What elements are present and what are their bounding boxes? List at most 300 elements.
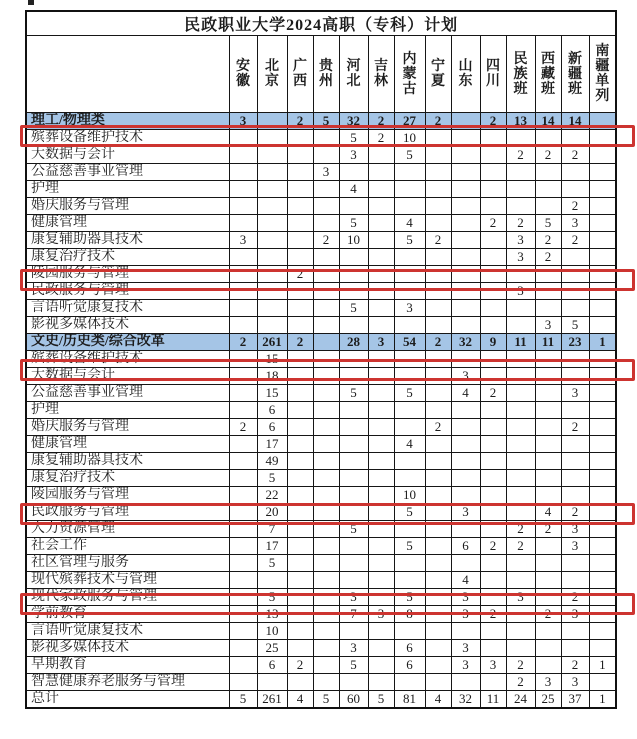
column-header-14 bbox=[589, 36, 616, 113]
value-cell: 2 bbox=[480, 215, 506, 232]
value-cell bbox=[313, 249, 339, 266]
value-cell bbox=[561, 283, 589, 300]
value-cell: 2 bbox=[480, 538, 506, 555]
value-cell bbox=[368, 249, 394, 266]
value-cell bbox=[506, 351, 535, 368]
value-cell bbox=[368, 351, 394, 368]
value-cell bbox=[394, 198, 425, 215]
value-cell: 5 bbox=[313, 113, 339, 130]
value-cell bbox=[313, 181, 339, 198]
value-cell bbox=[480, 674, 506, 691]
major-name-cell: 总计 bbox=[26, 691, 229, 709]
value-cell bbox=[451, 555, 480, 572]
value-cell bbox=[451, 283, 480, 300]
value-cell bbox=[535, 589, 561, 606]
value-cell bbox=[589, 283, 616, 300]
value-cell bbox=[287, 147, 313, 164]
value-cell: 2 bbox=[425, 419, 451, 436]
value-cell bbox=[425, 572, 451, 589]
value-cell bbox=[229, 181, 257, 198]
major-name-cell: 殡葬设备维护技术 bbox=[26, 130, 229, 147]
value-cell: 2 bbox=[561, 198, 589, 215]
value-cell bbox=[287, 640, 313, 657]
section-header-row bbox=[26, 334, 616, 351]
column-header-12 bbox=[535, 36, 561, 113]
value-cell bbox=[257, 232, 287, 249]
value-cell bbox=[287, 249, 313, 266]
value-cell: 3 bbox=[535, 317, 561, 334]
column-header-10 bbox=[480, 36, 506, 113]
value-cell bbox=[287, 351, 313, 368]
value-cell: 6 bbox=[257, 419, 287, 436]
value-cell bbox=[425, 555, 451, 572]
value-cell bbox=[339, 368, 368, 385]
value-cell: 4 bbox=[394, 436, 425, 453]
value-cell bbox=[506, 181, 535, 198]
value-cell: 3 bbox=[339, 640, 368, 657]
column-header-label: 西 藏 班 bbox=[541, 51, 555, 97]
value-cell: 2 bbox=[287, 657, 313, 674]
major-row bbox=[26, 300, 616, 317]
value-cell: 15 bbox=[257, 351, 287, 368]
value-cell bbox=[535, 538, 561, 555]
value-cell bbox=[394, 351, 425, 368]
value-cell bbox=[480, 555, 506, 572]
column-header-label: 民 族 班 bbox=[513, 51, 528, 97]
value-cell: 8 bbox=[394, 606, 425, 623]
value-cell bbox=[535, 470, 561, 487]
major-name-cell: 陵园服务与管理 bbox=[26, 266, 229, 283]
value-cell bbox=[535, 130, 561, 147]
major-name-cell: 言语听觉康复技术 bbox=[26, 623, 229, 640]
value-cell bbox=[368, 215, 394, 232]
value-cell bbox=[287, 283, 313, 300]
value-cell bbox=[451, 351, 480, 368]
value-cell bbox=[589, 130, 616, 147]
value-cell bbox=[589, 521, 616, 538]
value-cell bbox=[480, 198, 506, 215]
value-cell bbox=[480, 130, 506, 147]
value-cell bbox=[313, 538, 339, 555]
value-cell bbox=[561, 453, 589, 470]
major-row bbox=[26, 368, 616, 385]
value-cell bbox=[257, 674, 287, 691]
value-cell bbox=[480, 640, 506, 657]
value-cell: 3 bbox=[561, 521, 589, 538]
value-cell bbox=[257, 130, 287, 147]
value-cell bbox=[480, 470, 506, 487]
value-cell bbox=[368, 640, 394, 657]
value-cell bbox=[257, 283, 287, 300]
value-cell bbox=[339, 402, 368, 419]
major-name-cell: 护理 bbox=[26, 402, 229, 419]
value-cell bbox=[506, 623, 535, 640]
value-cell bbox=[229, 215, 257, 232]
value-cell bbox=[313, 470, 339, 487]
value-cell bbox=[589, 317, 616, 334]
value-cell bbox=[480, 147, 506, 164]
value-cell bbox=[257, 249, 287, 266]
value-cell bbox=[589, 453, 616, 470]
value-cell bbox=[451, 198, 480, 215]
value-cell bbox=[313, 402, 339, 419]
value-cell: 10 bbox=[339, 232, 368, 249]
value-cell bbox=[313, 674, 339, 691]
value-cell bbox=[287, 232, 313, 249]
value-cell bbox=[313, 487, 339, 504]
major-row bbox=[26, 181, 616, 198]
value-cell bbox=[506, 436, 535, 453]
value-cell: 2 bbox=[287, 113, 313, 130]
value-cell bbox=[313, 317, 339, 334]
value-cell: 23 bbox=[561, 334, 589, 351]
value-cell bbox=[313, 453, 339, 470]
value-cell: 5 bbox=[313, 691, 339, 709]
value-cell bbox=[480, 232, 506, 249]
value-cell bbox=[451, 181, 480, 198]
value-cell bbox=[287, 181, 313, 198]
value-cell bbox=[425, 249, 451, 266]
value-cell bbox=[368, 181, 394, 198]
major-name-cell: 人力资源管理 bbox=[26, 521, 229, 538]
major-name-cell: 社区管理与服务 bbox=[26, 555, 229, 572]
value-cell bbox=[589, 572, 616, 589]
value-cell bbox=[287, 130, 313, 147]
value-cell bbox=[451, 623, 480, 640]
value-cell bbox=[368, 589, 394, 606]
value-cell bbox=[368, 266, 394, 283]
value-cell bbox=[257, 164, 287, 181]
value-cell: 3 bbox=[535, 674, 561, 691]
value-cell bbox=[425, 198, 451, 215]
value-cell bbox=[506, 368, 535, 385]
value-cell bbox=[287, 470, 313, 487]
value-cell bbox=[313, 419, 339, 436]
value-cell: 5 bbox=[257, 589, 287, 606]
value-cell bbox=[229, 453, 257, 470]
value-cell: 6 bbox=[257, 657, 287, 674]
value-cell bbox=[506, 453, 535, 470]
column-header-label: 贵 州 bbox=[319, 59, 333, 89]
value-cell bbox=[589, 232, 616, 249]
crop-artifact-mark bbox=[28, 0, 34, 5]
major-row bbox=[26, 470, 616, 487]
value-cell bbox=[451, 402, 480, 419]
value-cell bbox=[506, 470, 535, 487]
value-cell bbox=[394, 674, 425, 691]
value-cell: 2 bbox=[506, 657, 535, 674]
column-header-13 bbox=[561, 36, 589, 113]
value-cell bbox=[425, 623, 451, 640]
value-cell bbox=[480, 521, 506, 538]
value-cell bbox=[229, 589, 257, 606]
value-cell: 4 bbox=[394, 215, 425, 232]
value-cell bbox=[368, 657, 394, 674]
value-cell bbox=[339, 266, 368, 283]
value-cell bbox=[480, 164, 506, 181]
value-cell bbox=[287, 606, 313, 623]
value-cell: 5 bbox=[257, 470, 287, 487]
value-cell bbox=[229, 572, 257, 589]
value-cell bbox=[506, 572, 535, 589]
value-cell bbox=[394, 317, 425, 334]
value-cell: 2 bbox=[535, 521, 561, 538]
major-name-cell: 殡葬设备维护技术 bbox=[26, 351, 229, 368]
value-cell: 2 bbox=[229, 334, 257, 351]
value-cell bbox=[561, 164, 589, 181]
value-cell bbox=[368, 521, 394, 538]
value-cell bbox=[229, 198, 257, 215]
value-cell bbox=[589, 487, 616, 504]
value-cell bbox=[480, 487, 506, 504]
value-cell: 3 bbox=[561, 215, 589, 232]
value-cell: 3 bbox=[506, 249, 535, 266]
value-cell: 14 bbox=[561, 113, 589, 130]
value-cell bbox=[313, 555, 339, 572]
major-row bbox=[26, 436, 616, 453]
value-cell bbox=[368, 436, 394, 453]
value-cell: 3 bbox=[229, 232, 257, 249]
value-cell bbox=[506, 402, 535, 419]
value-cell: 3 bbox=[394, 300, 425, 317]
major-name-cell: 理工/物理类 bbox=[26, 113, 229, 130]
value-cell bbox=[589, 164, 616, 181]
column-header-4 bbox=[313, 36, 339, 113]
value-cell: 25 bbox=[535, 691, 561, 709]
major-name-cell: 社会工作 bbox=[26, 538, 229, 555]
major-row bbox=[26, 198, 616, 215]
value-cell: 2 bbox=[480, 113, 506, 130]
value-cell bbox=[506, 198, 535, 215]
value-cell bbox=[339, 470, 368, 487]
major-row bbox=[26, 249, 616, 266]
section-header-row bbox=[26, 113, 616, 130]
value-cell: 5 bbox=[339, 130, 368, 147]
value-cell: 24 bbox=[506, 691, 535, 709]
value-cell bbox=[394, 470, 425, 487]
value-cell bbox=[229, 283, 257, 300]
value-cell bbox=[425, 181, 451, 198]
value-cell bbox=[425, 538, 451, 555]
value-cell bbox=[313, 623, 339, 640]
value-cell bbox=[257, 300, 287, 317]
column-header-label: 内 蒙 古 bbox=[402, 51, 417, 97]
major-name-cell: 婚庆服务与管理 bbox=[26, 198, 229, 215]
value-cell bbox=[257, 147, 287, 164]
value-cell bbox=[535, 487, 561, 504]
value-cell bbox=[394, 453, 425, 470]
value-cell bbox=[339, 419, 368, 436]
value-cell bbox=[368, 164, 394, 181]
value-cell: 261 bbox=[257, 334, 287, 351]
value-cell bbox=[561, 249, 589, 266]
value-cell bbox=[257, 198, 287, 215]
value-cell: 2 bbox=[506, 215, 535, 232]
value-cell: 3 bbox=[339, 589, 368, 606]
value-cell bbox=[368, 504, 394, 521]
major-name-cell: 影视多媒体技术 bbox=[26, 640, 229, 657]
value-cell bbox=[287, 368, 313, 385]
value-cell bbox=[451, 130, 480, 147]
value-cell bbox=[394, 164, 425, 181]
value-cell bbox=[287, 538, 313, 555]
value-cell bbox=[368, 487, 394, 504]
value-cell: 5 bbox=[229, 691, 257, 709]
value-cell bbox=[257, 215, 287, 232]
value-cell bbox=[287, 402, 313, 419]
value-cell: 4 bbox=[451, 572, 480, 589]
value-cell bbox=[339, 572, 368, 589]
value-cell: 2 bbox=[313, 232, 339, 249]
value-cell: 3 bbox=[451, 640, 480, 657]
value-cell bbox=[339, 317, 368, 334]
column-header-7 bbox=[394, 36, 425, 113]
value-cell: 5 bbox=[339, 300, 368, 317]
value-cell bbox=[368, 368, 394, 385]
value-cell bbox=[451, 436, 480, 453]
major-name-cell: 影视多媒体技术 bbox=[26, 317, 229, 334]
value-cell: 6 bbox=[394, 657, 425, 674]
value-cell bbox=[368, 232, 394, 249]
value-cell bbox=[229, 300, 257, 317]
value-cell: 7 bbox=[257, 521, 287, 538]
value-cell bbox=[229, 674, 257, 691]
value-cell bbox=[561, 351, 589, 368]
major-row bbox=[26, 572, 616, 589]
value-cell bbox=[287, 385, 313, 402]
value-cell bbox=[589, 419, 616, 436]
value-cell bbox=[229, 385, 257, 402]
value-cell bbox=[313, 589, 339, 606]
value-cell bbox=[257, 266, 287, 283]
value-cell bbox=[425, 640, 451, 657]
total-row bbox=[26, 691, 616, 709]
major-row bbox=[26, 555, 616, 572]
column-header-label: 北 京 bbox=[265, 59, 279, 89]
value-cell bbox=[561, 572, 589, 589]
value-cell bbox=[425, 674, 451, 691]
value-cell bbox=[425, 300, 451, 317]
value-cell bbox=[313, 606, 339, 623]
value-cell bbox=[339, 198, 368, 215]
major-row bbox=[26, 266, 616, 283]
value-cell bbox=[535, 283, 561, 300]
value-cell bbox=[287, 300, 313, 317]
value-cell: 5 bbox=[561, 317, 589, 334]
value-cell: 1 bbox=[589, 691, 616, 709]
value-cell bbox=[368, 198, 394, 215]
value-cell bbox=[535, 555, 561, 572]
value-cell bbox=[506, 317, 535, 334]
value-cell bbox=[368, 623, 394, 640]
value-cell: 3 bbox=[506, 283, 535, 300]
major-name-cell: 健康管理 bbox=[26, 215, 229, 232]
value-cell: 1 bbox=[589, 657, 616, 674]
value-cell bbox=[425, 470, 451, 487]
value-cell bbox=[589, 249, 616, 266]
value-cell bbox=[451, 487, 480, 504]
value-cell: 261 bbox=[257, 691, 287, 709]
value-cell: 54 bbox=[394, 334, 425, 351]
major-name-cell: 早期教育 bbox=[26, 657, 229, 674]
value-cell bbox=[506, 487, 535, 504]
value-cell bbox=[451, 164, 480, 181]
column-header-row bbox=[26, 36, 616, 113]
value-cell bbox=[394, 402, 425, 419]
value-cell bbox=[229, 487, 257, 504]
value-cell bbox=[561, 555, 589, 572]
value-cell: 3 bbox=[506, 589, 535, 606]
value-cell bbox=[561, 181, 589, 198]
value-cell bbox=[535, 368, 561, 385]
value-cell bbox=[589, 436, 616, 453]
value-cell bbox=[287, 164, 313, 181]
value-cell: 2 bbox=[561, 232, 589, 249]
major-row bbox=[26, 402, 616, 419]
value-cell bbox=[394, 249, 425, 266]
value-cell bbox=[589, 198, 616, 215]
major-column-header bbox=[26, 36, 229, 113]
major-row bbox=[26, 385, 616, 402]
value-cell bbox=[480, 300, 506, 317]
value-cell bbox=[589, 215, 616, 232]
value-cell bbox=[480, 419, 506, 436]
value-cell: 3 bbox=[451, 657, 480, 674]
value-cell bbox=[425, 317, 451, 334]
value-cell bbox=[480, 623, 506, 640]
value-cell: 6 bbox=[451, 538, 480, 555]
value-cell: 6 bbox=[257, 402, 287, 419]
value-cell bbox=[229, 249, 257, 266]
value-cell bbox=[229, 623, 257, 640]
value-cell: 25 bbox=[257, 640, 287, 657]
value-cell bbox=[287, 674, 313, 691]
major-name-cell: 护理 bbox=[26, 181, 229, 198]
value-cell: 3 bbox=[339, 147, 368, 164]
value-cell bbox=[480, 436, 506, 453]
major-name-cell: 民政服务与管理 bbox=[26, 504, 229, 521]
value-cell bbox=[229, 555, 257, 572]
value-cell bbox=[229, 640, 257, 657]
value-cell bbox=[451, 674, 480, 691]
major-name-cell: 健康管理 bbox=[26, 436, 229, 453]
value-cell bbox=[229, 317, 257, 334]
value-cell: 3 bbox=[561, 538, 589, 555]
value-cell bbox=[313, 334, 339, 351]
major-name-cell: 康复辅助器具技术 bbox=[26, 453, 229, 470]
column-header-11 bbox=[506, 36, 535, 113]
value-cell: 2 bbox=[561, 589, 589, 606]
value-cell: 5 bbox=[535, 215, 561, 232]
major-row bbox=[26, 674, 616, 691]
value-cell bbox=[589, 181, 616, 198]
value-cell: 17 bbox=[257, 436, 287, 453]
value-cell bbox=[535, 266, 561, 283]
major-row bbox=[26, 606, 616, 623]
value-cell: 3 bbox=[451, 368, 480, 385]
value-cell: 81 bbox=[394, 691, 425, 709]
value-cell bbox=[394, 623, 425, 640]
value-cell bbox=[451, 521, 480, 538]
value-cell bbox=[229, 470, 257, 487]
value-cell: 4 bbox=[451, 385, 480, 402]
column-header-label: 宁 夏 bbox=[431, 59, 445, 89]
value-cell: 13 bbox=[257, 606, 287, 623]
value-cell bbox=[339, 555, 368, 572]
value-cell bbox=[368, 453, 394, 470]
value-cell bbox=[425, 504, 451, 521]
value-cell: 5 bbox=[339, 521, 368, 538]
